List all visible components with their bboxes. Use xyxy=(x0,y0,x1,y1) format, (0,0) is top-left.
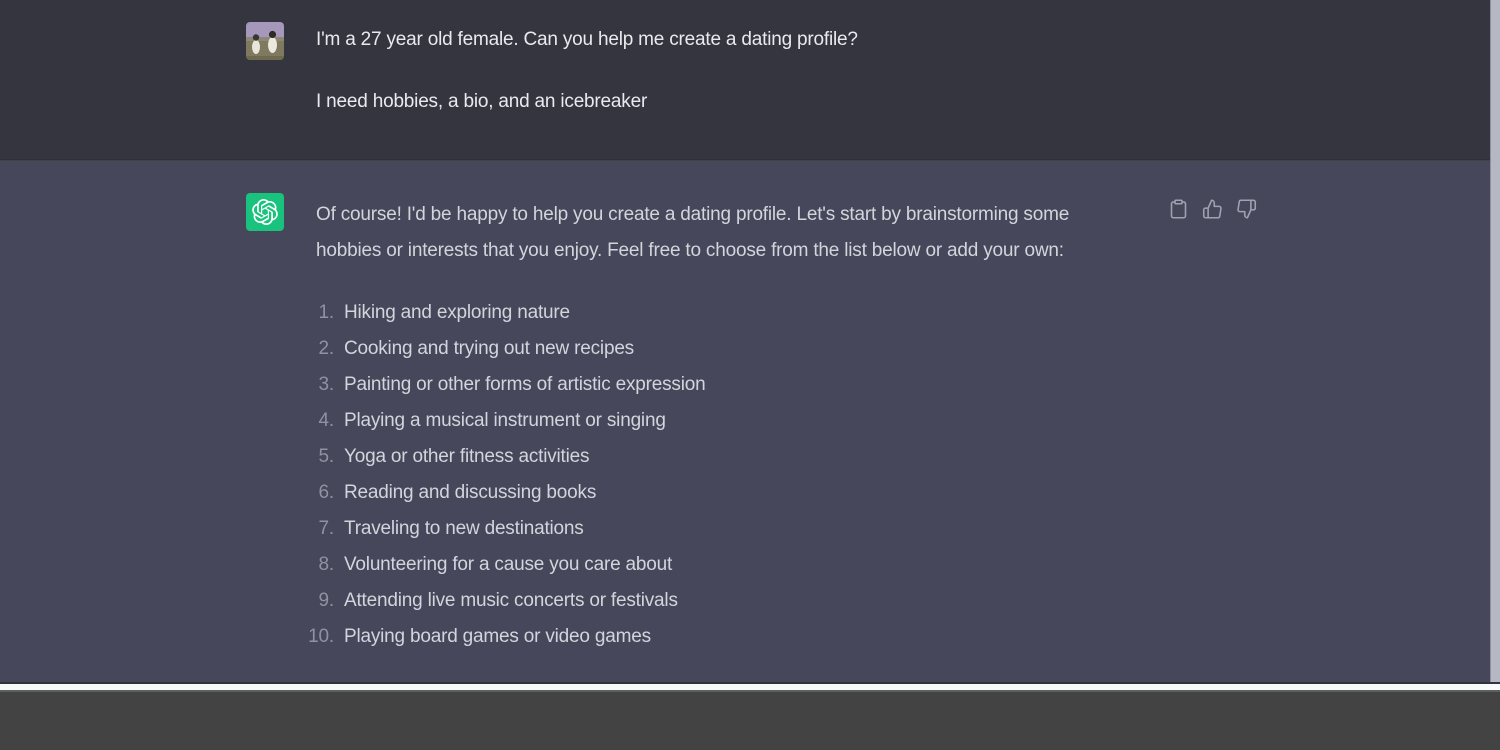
user-avatar xyxy=(246,22,284,60)
chatgpt-logo xyxy=(246,193,284,231)
user-message-line-1: I'm a 27 year old female. Can you help me create a dating profile? xyxy=(316,29,858,50)
list-item-text: Cooking and trying out new recipes xyxy=(344,338,634,359)
hobby-list xyxy=(308,295,1069,655)
list-item-number: 10. xyxy=(308,626,334,647)
list-item xyxy=(298,511,1069,547)
assistant-intro-line-2: hobbies or interests that you enjoy. Feel free to choose from the list below or add your own: xyxy=(316,240,1064,261)
clipboard-icon xyxy=(1168,198,1189,220)
openai-icon xyxy=(252,199,278,225)
message-actions xyxy=(1168,198,1257,220)
thumbs-down-button[interactable] xyxy=(1236,198,1257,220)
list-item-number: 8. xyxy=(318,554,334,575)
list-item-text: Reading and discussing books xyxy=(344,482,597,503)
list-item xyxy=(298,403,1069,439)
assistant-message xyxy=(308,193,1070,655)
bottom-band xyxy=(0,692,1500,750)
list-item-number: 2. xyxy=(318,338,334,359)
user-message-row xyxy=(0,0,1500,160)
list-item-text: Hiking and exploring nature xyxy=(344,302,570,323)
list-item-number: 4. xyxy=(318,410,334,431)
copy-button[interactable] xyxy=(1168,198,1189,220)
list-item xyxy=(298,367,1069,403)
list-item xyxy=(298,475,1069,511)
thumbs-up-button[interactable] xyxy=(1202,198,1223,220)
scrollbar[interactable] xyxy=(1490,0,1500,683)
list-item xyxy=(298,295,1069,331)
user-avatar-image xyxy=(246,22,284,60)
divider-strip xyxy=(0,682,1500,692)
list-item-text: Traveling to new destinations xyxy=(344,518,584,539)
user-message-line-2: I need hobbies, a bio, and an icebreaker xyxy=(316,91,648,112)
list-item-text: Yoga or other fitness activities xyxy=(344,446,590,467)
list-item-number: 1. xyxy=(318,302,334,323)
list-item-number: 9. xyxy=(318,590,334,611)
list-item-number: 3. xyxy=(318,374,334,395)
list-item-number: 6. xyxy=(318,482,334,503)
list-item xyxy=(298,331,1069,367)
list-item xyxy=(298,547,1069,583)
list-item xyxy=(298,583,1069,619)
list-item xyxy=(298,439,1069,475)
list-item-number: 7. xyxy=(318,518,334,539)
list-item-text: Playing board games or video games xyxy=(344,626,651,647)
list-item-text: Volunteering for a cause you care about xyxy=(344,554,673,575)
user-message xyxy=(316,22,858,120)
list-item-number: 5. xyxy=(318,446,334,467)
assistant-intro xyxy=(316,197,1069,269)
thumbs-down-icon xyxy=(1236,198,1257,220)
assistant-intro-line-1: Of course! I'd be happy to help you create a dating profile. Let's start by brainstorming some xyxy=(316,204,1070,225)
thumbs-up-icon xyxy=(1202,198,1223,220)
list-item-text: Playing a musical instrument or singing xyxy=(344,410,666,431)
list-item xyxy=(298,619,1069,655)
assistant-message-row xyxy=(0,161,1500,682)
list-item-text: Attending live music concerts or festivals xyxy=(344,590,678,611)
list-item-text: Painting or other forms of artistic expression xyxy=(344,374,706,395)
